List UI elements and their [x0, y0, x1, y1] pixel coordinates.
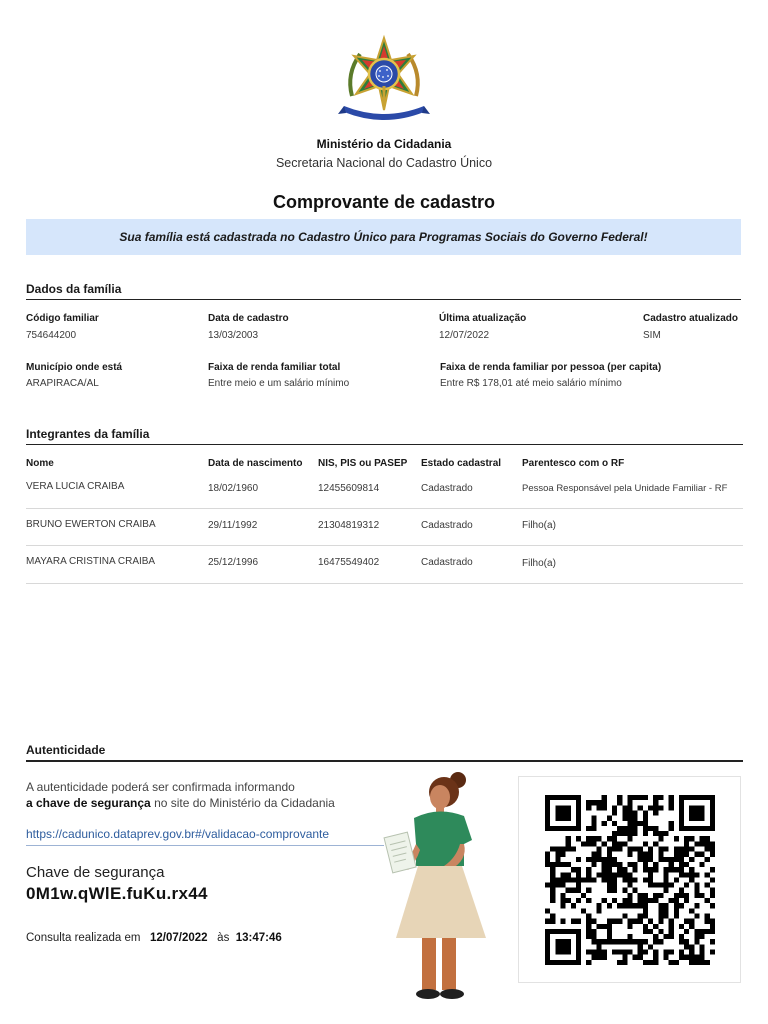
consult-mid: às [217, 932, 230, 944]
member-birth-date: 18/02/1960 [208, 483, 259, 494]
column-header-nis: NIS, PIS ou PASEP [318, 458, 408, 469]
per-capita-income-label: Faixa de renda familiar por pessoa (per capita) [440, 362, 662, 373]
total-income-label: Faixa de renda familiar total [208, 362, 341, 373]
member-status: Cadastrado [421, 483, 473, 494]
municipality-value: ARAPIRACA/AL [26, 378, 99, 389]
coat-of-arms-icon [338, 34, 430, 126]
registration-banner: Sua família está cadastrada no Cadastro Único para Programas Sociais do Governo Federal! [26, 219, 741, 255]
woman-illustration-icon [380, 770, 492, 1002]
member-birth-date: 29/11/1992 [208, 520, 258, 531]
members-section-title: Integrantes da família [26, 427, 150, 441]
table-row [26, 514, 743, 544]
security-key-emphasis: a chave de segurança [26, 796, 151, 810]
authenticity-section-divider [26, 760, 743, 762]
family-code-value: 754644200 [26, 330, 77, 341]
consult-prefix: Consulta realizada em [26, 932, 141, 944]
validation-link[interactable]: https://cadunico.dataprev.gov.br#/validacao-comprovante [26, 827, 330, 841]
row-divider [26, 583, 743, 584]
authenticity-line-2 [26, 795, 335, 811]
consultation-timestamp [26, 932, 282, 944]
qr-code-frame [518, 776, 741, 983]
link-underline [26, 845, 384, 846]
page-title: Comprovante de cadastro [272, 192, 496, 212]
authenticity-section-title: Autenticidade [26, 743, 106, 757]
updated-registration-label: Cadastro atualizado [643, 313, 739, 324]
qr-code-icon [541, 795, 719, 965]
member-name: VERA LUCIA CRAIBA [26, 481, 125, 492]
consult-date: 12/07/2022 [150, 932, 208, 944]
member-birth-date: 25/12/1996 [208, 557, 259, 568]
member-status: Cadastrado [421, 557, 473, 568]
family-section-divider [26, 299, 741, 300]
member-name: BRUNO EWERTON CRAIBA [26, 519, 156, 530]
member-nis: 21304819312 [318, 520, 380, 531]
security-key-label: Chave de segurança [26, 864, 165, 881]
column-header-name: Nome [26, 458, 54, 469]
member-relationship: Filho(a) [522, 558, 556, 569]
member-status: Cadastrado [421, 520, 473, 531]
updated-registration-value: SIM [643, 330, 661, 341]
member-relationship: Pessoa Responsável pela Unidade Familiar - RF [522, 483, 728, 494]
registration-date-label: Data de cadastro [208, 313, 289, 324]
last-update-value: 12/07/2022 [439, 330, 490, 341]
column-header-birth-date: Data de nascimento [208, 458, 303, 469]
last-update-label: Última atualização [439, 313, 527, 324]
family-section-title: Dados da família [26, 282, 122, 296]
total-income-value: Entre meio e um salário mínimo [208, 378, 350, 389]
security-key-value: 0M1w.qWlE.fuKu.rx44 [26, 884, 208, 903]
member-nis: 16475549402 [318, 557, 380, 568]
authenticity-line-1: A autenticidade poderá ser confirmada informando [26, 780, 295, 794]
member-nis: 12455609814 [318, 483, 380, 494]
ministry-name: Ministério da Cidadania [316, 137, 452, 151]
row-divider [26, 545, 743, 546]
member-relationship: Filho(a) [522, 520, 556, 531]
members-section-divider [26, 444, 743, 445]
secretaria-name: Secretaria Nacional do Cadastro Único [275, 156, 493, 170]
member-name: MAYARA CRISTINA CRAIBA [26, 556, 156, 567]
consult-time: 13:47:46 [235, 932, 282, 944]
municipality-label: Município onde está [26, 362, 123, 373]
column-header-status: Estado cadastral [421, 458, 502, 469]
row-divider [26, 508, 743, 509]
per-capita-income-value: Entre R$ 178,01 até meio salário mínimo [440, 378, 622, 389]
table-row [26, 476, 743, 508]
authenticity-instructions [26, 779, 335, 811]
registration-date-value: 13/03/2003 [208, 330, 259, 341]
family-code-label: Código familiar [26, 313, 99, 324]
table-row [26, 551, 743, 581]
column-header-relationship: Parentesco com o RF [522, 458, 625, 469]
authenticity-line-2-rest: no site do Ministério da Cidadania [150, 796, 335, 810]
